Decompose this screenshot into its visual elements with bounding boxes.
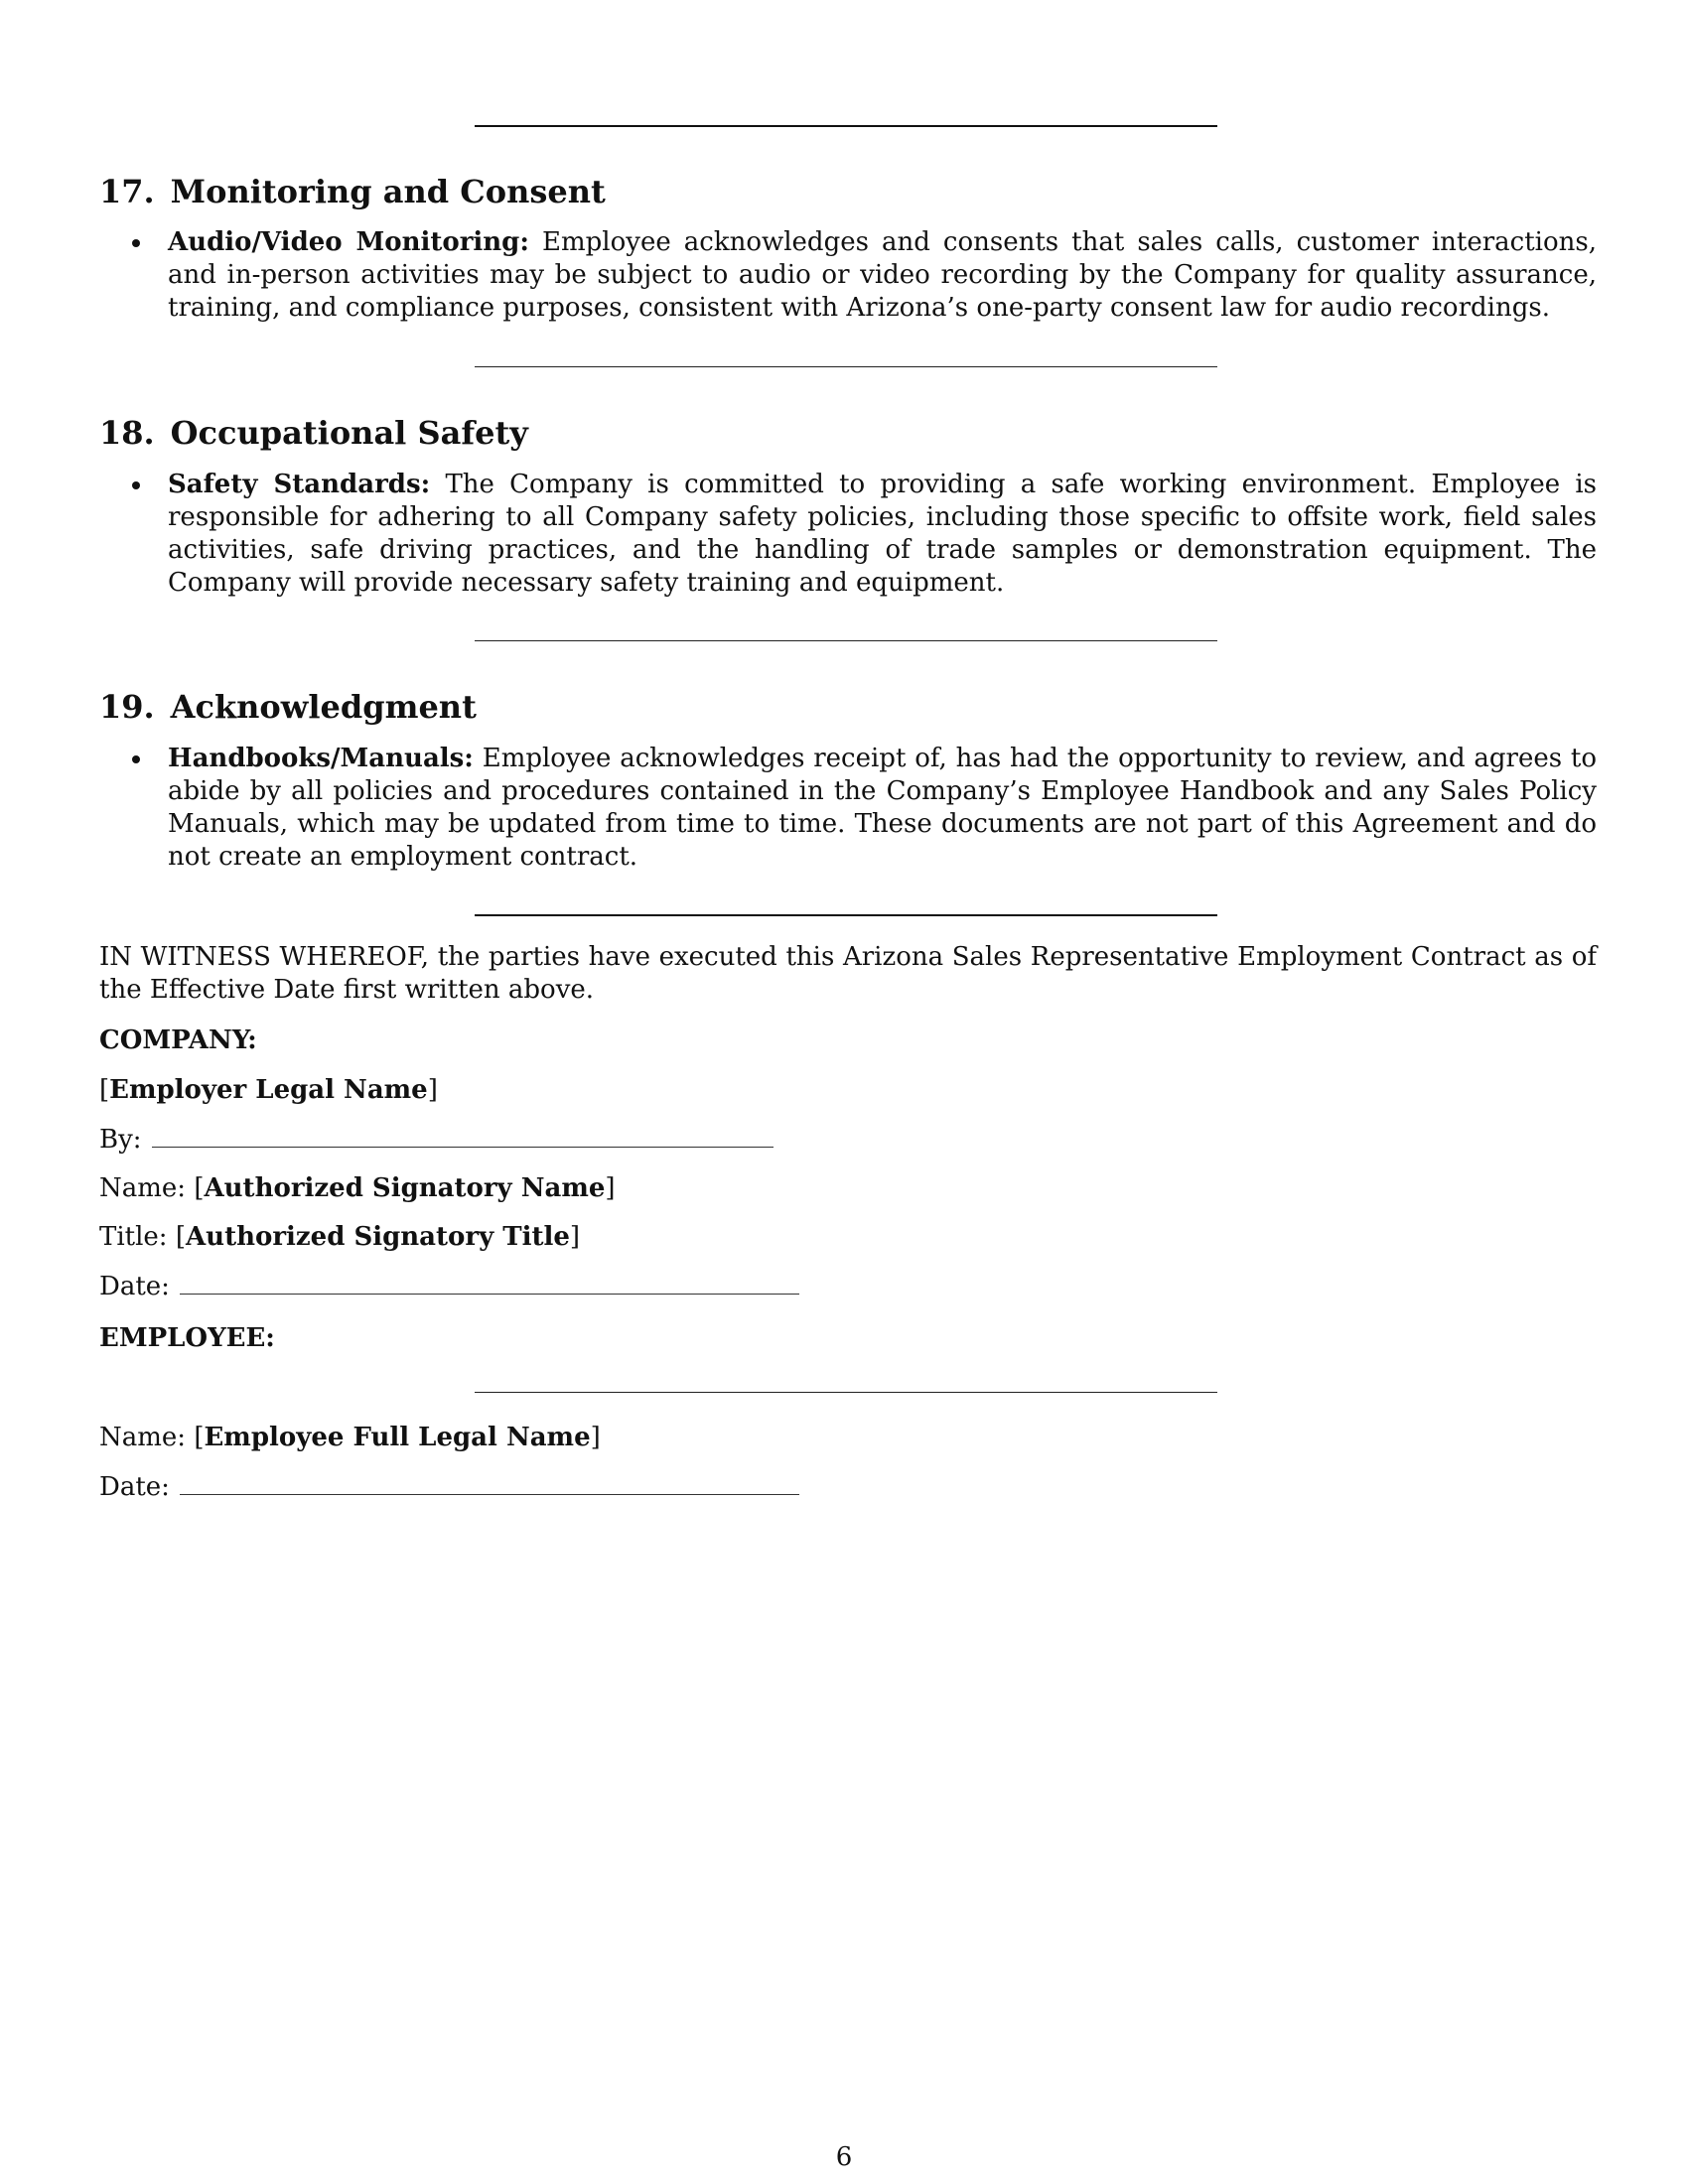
- witness-paragraph: IN WITNESS WHEREOF, the parties have executed this Arizona Sales Representative Employment Contract as of the Effective Date first written above.: [99, 942, 1597, 1005]
- name-label: Name:: [99, 1173, 187, 1203]
- bullet-body: Employee acknowledges and consents that sales calls, customer interactions, and in-person activities may be subject to audio or video recording by the Company for quality assurance, training, and compliance purposes, consistent with Arizona’s one-party consent law for audio recordings.: [168, 227, 1598, 323]
- section-title: Acknowledgment: [170, 688, 477, 726]
- bullet-item: [135, 469, 1597, 600]
- company-legal-name: [Employer Legal Name]: [99, 1075, 438, 1105]
- bullet-item: [135, 743, 1597, 874]
- date-blank[interactable]: [180, 1493, 799, 1495]
- signature-blank[interactable]: [152, 1146, 774, 1148]
- company-heading: COMPANY:: [99, 1025, 257, 1055]
- section-divider: [475, 125, 1217, 127]
- date-label: Date:: [99, 1472, 170, 1502]
- bullet-body: The Company is committed to providing a safe working environment. Employee is responsible for adhering to all Company safety policies, including those specific to offsite work, field sales activities, safe driving practices, and the handling of trade samples or demonstration equipment. The Company will provide necessary safety training and equipment.: [168, 470, 1597, 598]
- section-heading: [99, 414, 528, 452]
- bullet-item: [135, 226, 1597, 325]
- bullet-lead: Audio/Video Monitoring:: [168, 227, 529, 257]
- bullet-lead: Handbooks/Manuals:: [168, 744, 474, 773]
- bullet-body: Employee acknowledges receipt of, has had the opportunity to review, and agrees to abide by all policies and procedures contained in the Company’s Employee Handbook and any Sales Policy Manuals, which may be updated from time to time. These documents are not part of this Agreement and do not create an employment contract.: [168, 744, 1597, 872]
- section-heading: [99, 173, 606, 210]
- employee-name-value: Employee Full Legal Name: [204, 1423, 591, 1452]
- company-signatory-title: Title: [Authorized Signatory Title]: [99, 1222, 581, 1252]
- date-blank[interactable]: [180, 1293, 799, 1295]
- section-heading: [99, 688, 477, 726]
- by-label: By:: [99, 1125, 142, 1155]
- signatory-name-value: Authorized Signatory Name: [204, 1173, 606, 1203]
- date-label: Date:: [99, 1272, 170, 1301]
- company-signatory-name: Name: [Authorized Signatory Name]: [99, 1173, 616, 1203]
- signatory-title-value: Authorized Signatory Title: [186, 1222, 570, 1252]
- bullet-text: [168, 743, 1597, 874]
- employee-date-line: [99, 1471, 799, 1504]
- section-number: 18.: [99, 414, 155, 452]
- bullet-text: [168, 226, 1597, 325]
- bullet-lead: Safety Standards:: [168, 470, 431, 499]
- section-divider: [475, 914, 1217, 916]
- company-signature-line: [99, 1124, 774, 1157]
- section-title: Occupational Safety: [170, 414, 528, 452]
- page-number: 6: [835, 2142, 853, 2172]
- employee-name: Name: [Employee Full Legal Name]: [99, 1423, 601, 1452]
- section-title: Monitoring and Consent: [170, 173, 606, 210]
- section-divider: [475, 640, 1217, 641]
- bullet-icon: [132, 755, 140, 763]
- employee-signature-line[interactable]: [475, 1392, 1217, 1393]
- section-number: 19.: [99, 688, 155, 726]
- employee-heading: EMPLOYEE:: [99, 1323, 275, 1353]
- bullet-icon: [132, 239, 140, 247]
- bullet-text: [168, 469, 1597, 600]
- title-label: Title:: [99, 1222, 168, 1252]
- section-divider: [475, 366, 1217, 367]
- name-label: Name:: [99, 1423, 187, 1452]
- company-date-line: [99, 1271, 799, 1303]
- company-legal-name-value: Employer Legal Name: [109, 1075, 428, 1105]
- bullet-icon: [132, 481, 140, 489]
- section-number: 17.: [99, 173, 155, 210]
